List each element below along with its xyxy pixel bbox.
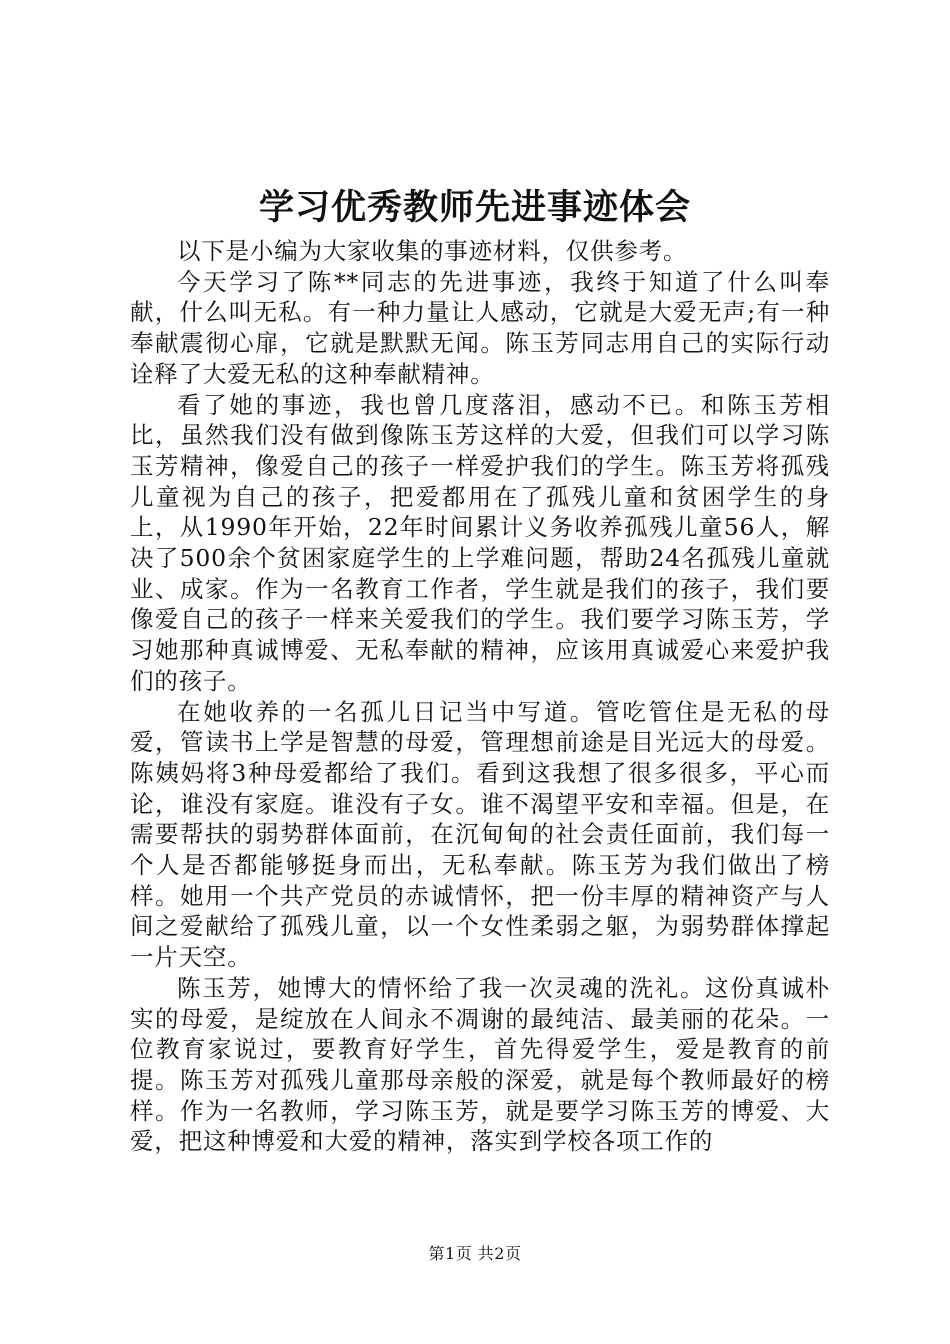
document-body xyxy=(130,236,830,1157)
paragraph-3: 看了她的事迹，我也曾几度落泪，感动不已。和陈玉芳相比，虽然我们没有做到像陈玉芳这样的大爱，但我们可以学习陈玉芳精神，像爱自己的孩子一样爱护我们的学生。陈玉芳将孤残儿童视为自己的孩子，把爱都用在了孤残儿童和贫困学生的身上，从1990年开始，22年时间累计义务收养孤残儿童56人，解决了500余个贫困家庭学生的上学难问题，帮助24名孤残儿童就业、成家。作为一名教育工作者，学生就是我们的孩子，我们要像爱自己的孩子一样来关爱我们的学生。我们要学习陈玉芳，学习她那种真诚博爱、无私奉献的精神，应该用真诚爱心来爱护我们的孩子。 xyxy=(130,390,830,695)
page-number-footer: 第1页 共2页 xyxy=(428,1244,522,1263)
paragraph-5: 陈玉芳，她博大的情怀给了我一次灵魂的洗礼。这份真诚朴实的母爱，是绽放在人间永不凋谢的最纯洁、最美丽的花朵。一位教育家说过，要教育好学生，首先得爱学生，爱是教育的前提。陈玉芳对孤残儿童那母亲般的深爱，就是每个教师最好的榜样。作为一名教师，学习陈玉芳，就是要学习陈玉芳的博爱、大爱，把这种博爱和大爱的精神，落实到学校各项工作的 xyxy=(130,973,830,1156)
paragraph-intro: 以下是小编为大家收集的事迹材料，仅供参考。 xyxy=(177,237,688,265)
paragraph-2: 今天学习了陈**同志的先进事迹，我终于知道了什么叫奉献，什么叫无私。有一种力量让人感动，它就是大爱无声;有一种奉献震彻心扉，它就是默默无闻。陈玉芳同志用自己的实际行动诠释了大爱无私的这种奉献精神。 xyxy=(130,267,830,388)
paragraph-4: 在她收养的一名孤儿日记当中写道。管吃管住是无私的母爱，管读书上学是智慧的母爱，管理想前途是目光远大的母爱。陈姨妈将3种母爱都给了我们。看到这我想了很多很多，平心而论，谁没有家庭。谁没有子女。谁不渴望平安和幸福。但是，在需要帮扶的弱势群体面前，在沉甸甸的社会责任面前，我们每一个人是否都能够挺身而出，无私奉献。陈玉芳为我们做出了榜样。她用一个共产党员的赤诚情怀，把一份丰厚的精神资产与人间之爱献给了孤残儿童，以一个女性柔弱之躯，为弱势群体撑起一片天空。 xyxy=(130,697,830,972)
document-title: 学习优秀教师先进事迹体会 xyxy=(258,187,691,228)
